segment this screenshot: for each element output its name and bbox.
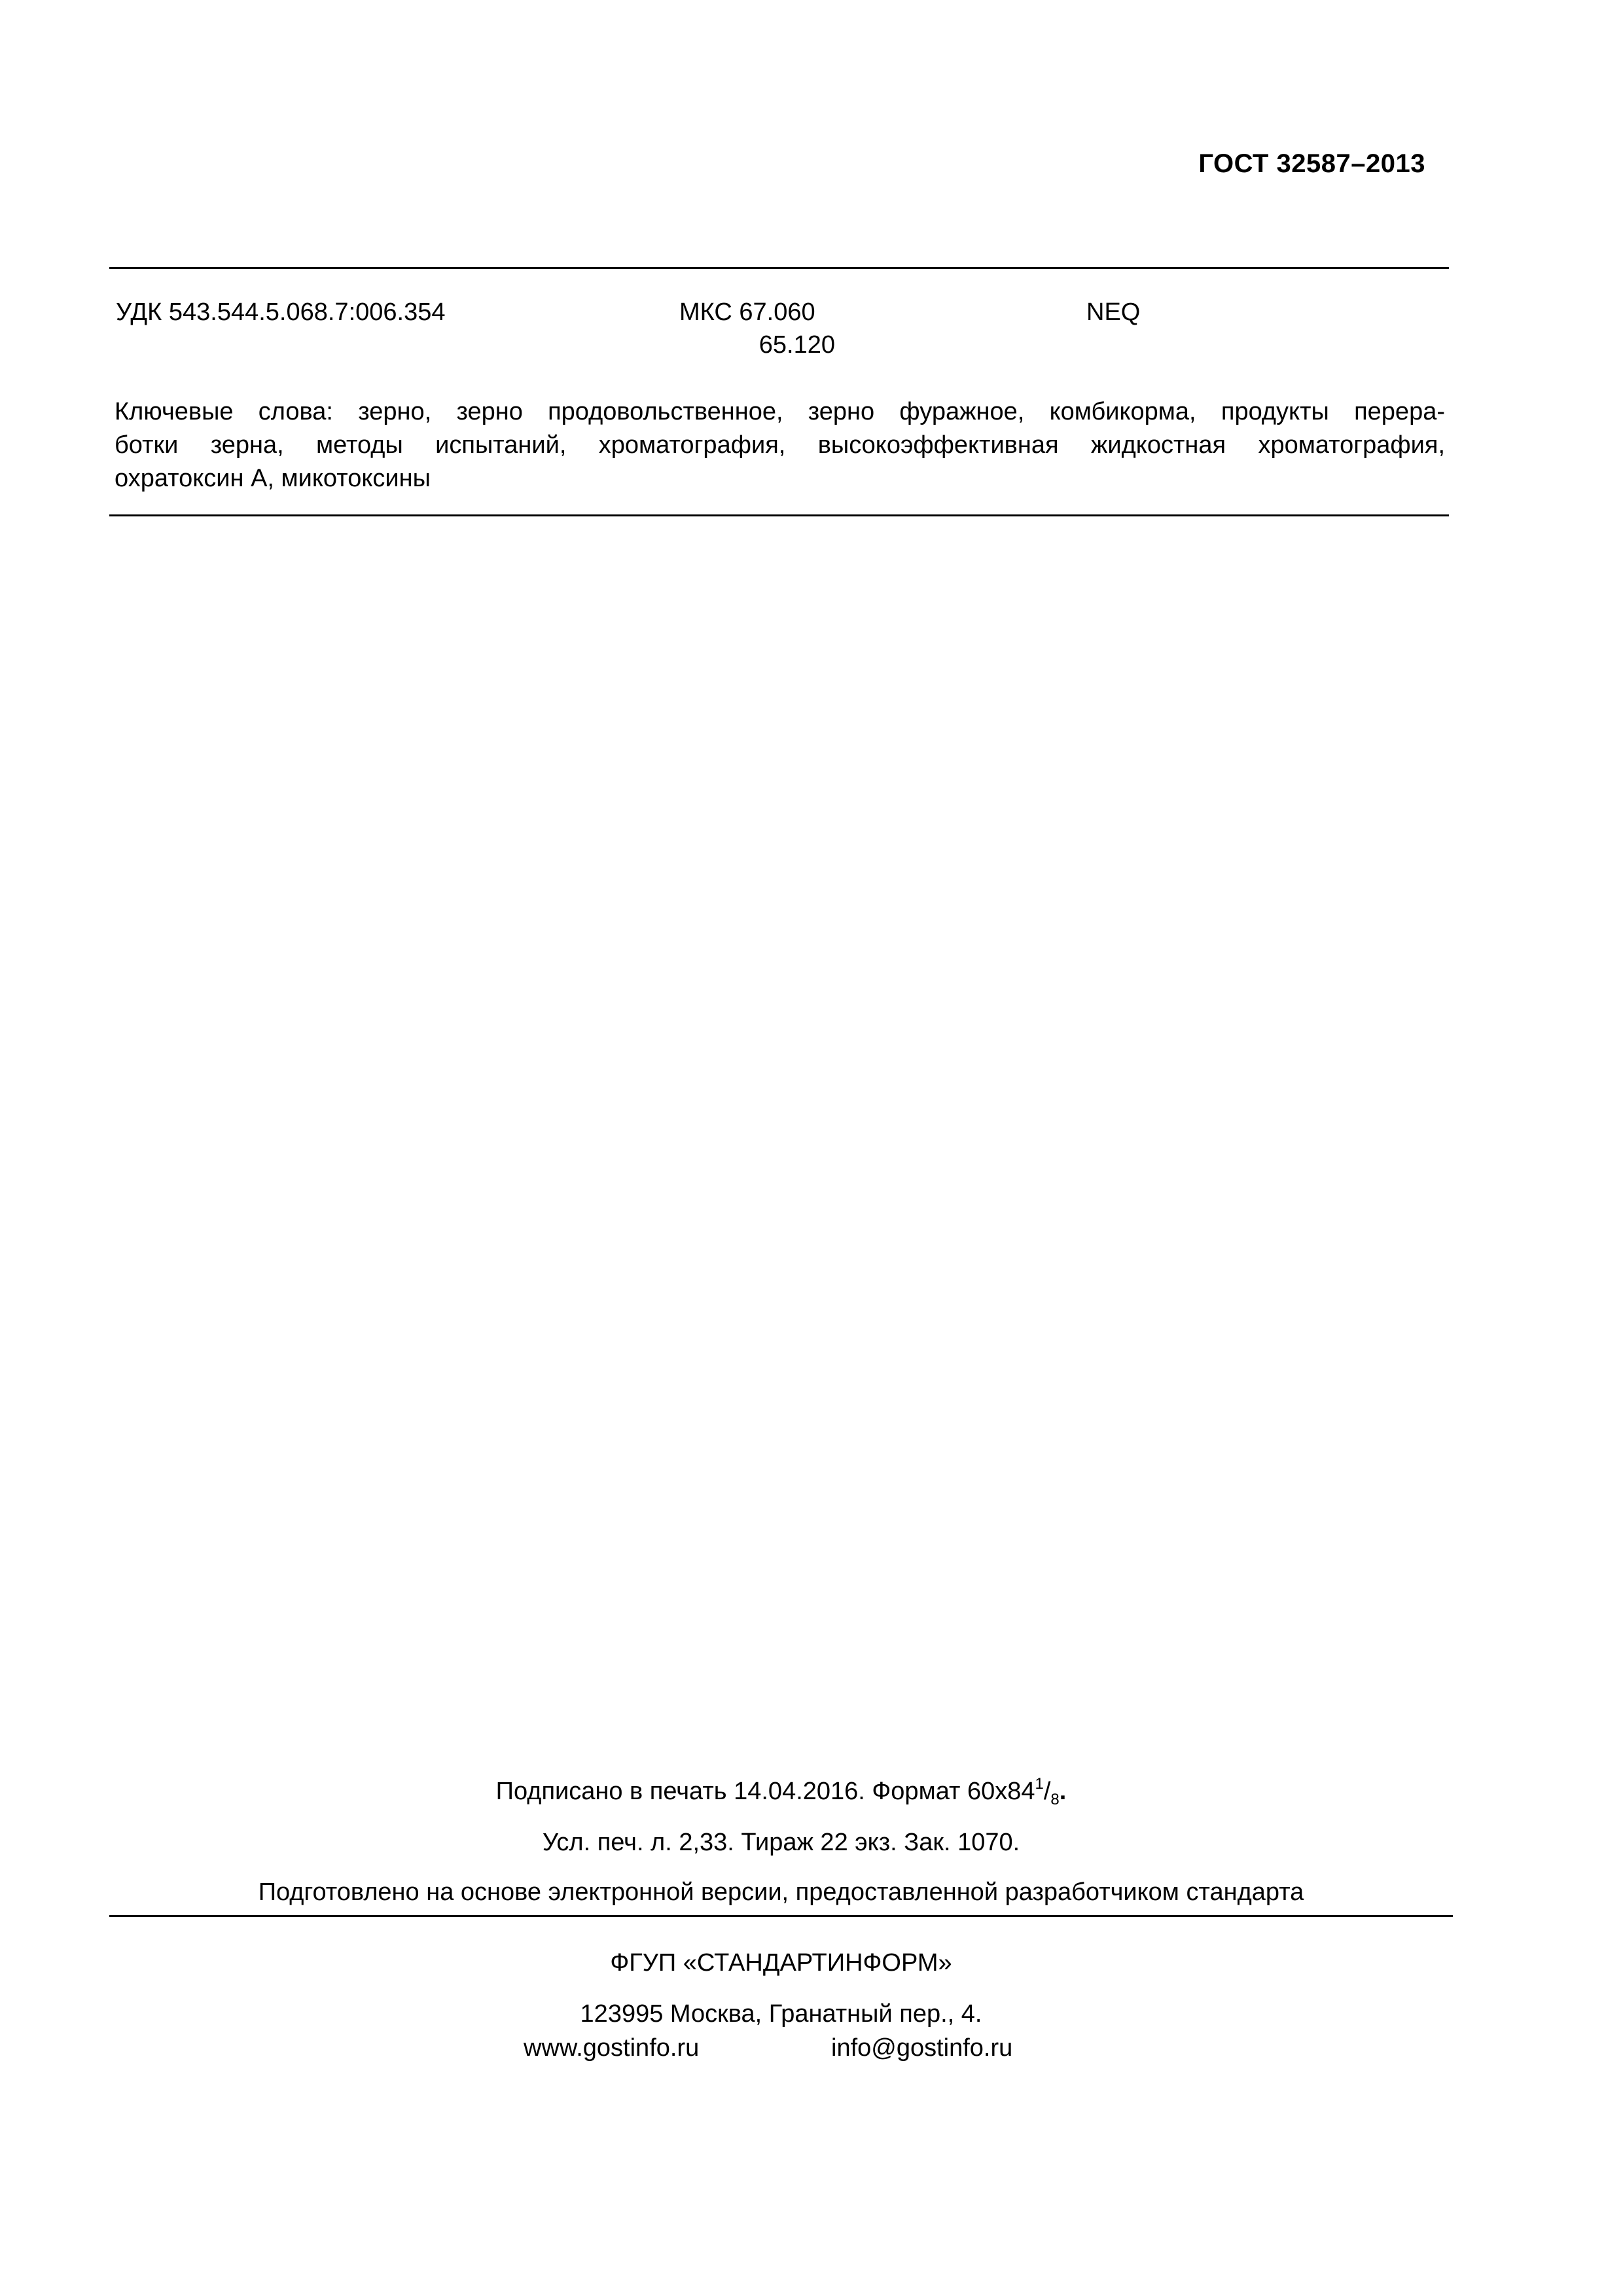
imprint-divider xyxy=(109,1915,1453,1917)
top-divider xyxy=(109,267,1449,269)
mks-code: МКС 67.060 xyxy=(679,298,815,326)
format-denominator: 8 xyxy=(1050,1791,1060,1808)
keywords-line: Ключевые слова: зерно, зерно продовольственное, зерно фуражное, комбикорма, продукты перера- xyxy=(115,398,1445,425)
website-link[interactable]: www.gostinfo.ru xyxy=(524,2034,700,2062)
print-end: . xyxy=(1059,1778,1067,1805)
print-text: Подписано в печать 14.04.2016. Формат 60x84 xyxy=(495,1778,1035,1805)
standard-id: ГОСТ 32587–2013 xyxy=(1198,149,1425,178)
mks-value: 65.120 xyxy=(758,331,835,359)
neq-label: NEQ xyxy=(1086,298,1141,326)
prepared-note: Подготовлено на основе электронной версии, предоставленной разработчиком стандарта xyxy=(258,1878,1304,1906)
format-numerator: 1 xyxy=(1035,1775,1044,1793)
print-sheets-line: Усл. печ. л. 2,33. Тираж 22 экз. Зак. 1070. xyxy=(542,1829,1020,1856)
mks-values xyxy=(679,296,835,361)
print-signed-line xyxy=(109,1775,1453,1808)
publisher-name: ФГУП «СТАНДАРТИНФОРМ» xyxy=(610,1949,952,1977)
format-slash: / xyxy=(1043,1778,1051,1805)
email-link[interactable]: info@gostinfo.ru xyxy=(831,2034,1013,2062)
keywords-line: охратоксин А, микотоксины xyxy=(115,465,431,492)
keywords-divider xyxy=(109,514,1449,516)
keywords-line: ботки зерна, методы испытаний, хроматография, высокоэффективная жидкостная хроматография, xyxy=(115,431,1445,459)
publisher-address: 123995 Москва, Гранатный пер., 4. xyxy=(580,2000,982,2028)
udk-code: УДК 543.544.5.068.7:006.354 xyxy=(116,298,446,326)
keywords-paragraph xyxy=(115,395,1445,495)
